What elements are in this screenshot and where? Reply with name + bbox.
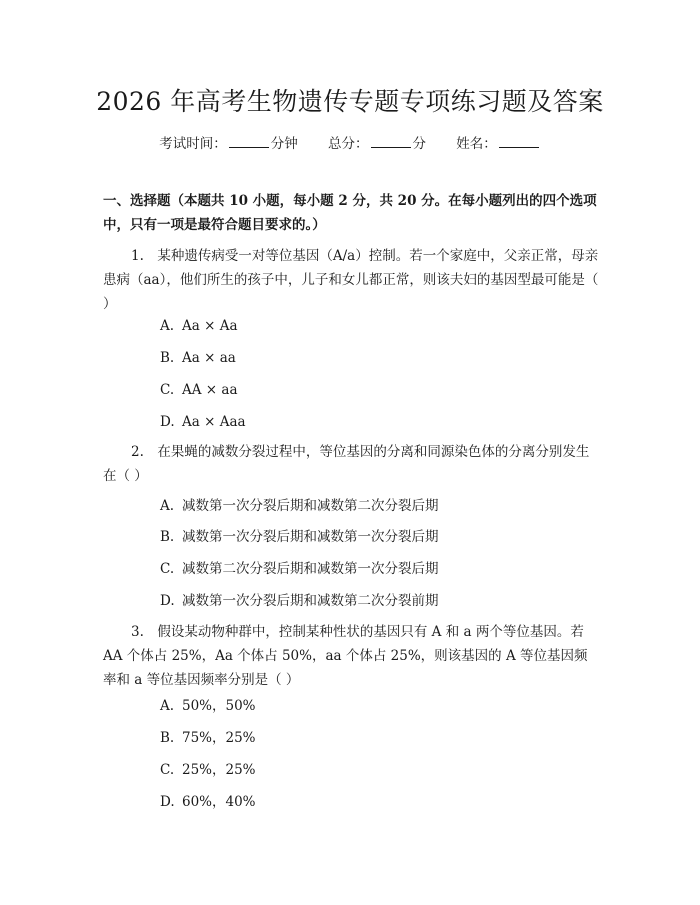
option-letter: D. bbox=[160, 414, 175, 430]
section-header: 一、选择题（本题共 10 小题，每小题 2 分，共 20 分。在每小题列出的四个选项中，只有一项是最符合题目要求的。） bbox=[103, 193, 597, 233]
option-text: Aa × aa bbox=[182, 350, 236, 366]
option-text: 减数第一次分裂后期和减数第二次分裂前期 bbox=[182, 593, 439, 609]
question-2-option-b bbox=[160, 527, 439, 547]
question-2-option-c bbox=[160, 559, 439, 579]
option-letter: B. bbox=[160, 529, 175, 545]
exam-time-field bbox=[159, 136, 302, 152]
total-score-unit: 分 bbox=[412, 136, 426, 152]
option-letter: A. bbox=[160, 318, 175, 334]
total-score-field bbox=[328, 136, 430, 152]
option-text: 60%，40% bbox=[182, 794, 256, 810]
option-text: 减数第一次分裂后期和减数第二次分裂后期 bbox=[182, 498, 439, 514]
question-3-option-b bbox=[160, 728, 256, 748]
option-letter: A. bbox=[160, 698, 175, 714]
option-letter: C. bbox=[160, 762, 175, 778]
option-text: 25%，25% bbox=[182, 762, 256, 778]
option-text: 50%，50% bbox=[182, 698, 256, 714]
option-letter: C. bbox=[160, 561, 175, 577]
option-letter: B. bbox=[160, 730, 175, 746]
exam-time-blank bbox=[229, 134, 269, 148]
option-text: 减数第二次分裂后期和减数第一次分裂后期 bbox=[182, 561, 439, 577]
option-letter: D. bbox=[160, 593, 175, 609]
option-text: AA × aa bbox=[182, 382, 238, 398]
option-letter: A. bbox=[160, 498, 175, 514]
option-text: Aa × Aa bbox=[182, 318, 238, 334]
question-2: 2. 在果蝇的减数分裂过程中，等位基因的分离和同源染色体的分离分别发生在（ ） bbox=[103, 444, 590, 484]
total-score-label: 总分： bbox=[328, 136, 369, 152]
student-name-label: 姓名： bbox=[456, 136, 497, 152]
page-title: 2026 年高考生物遗传专题专项练习题及答案 bbox=[96, 87, 604, 116]
option-text: 75%，25% bbox=[182, 730, 256, 746]
question-1: 1. 某种遗传病受一对等位基因（A/a）控制。若一个家庭中，父亲正常，母亲患病（aa），他们所生的孩子中，儿子和女儿都正常，则该夫妇的基因型最可能是（ ） bbox=[103, 248, 599, 312]
question-3-option-a bbox=[160, 696, 256, 716]
exam-meta bbox=[0, 132, 700, 152]
exam-time-unit: 分钟 bbox=[270, 136, 298, 152]
question-2-option-a bbox=[160, 496, 439, 516]
question-3-option-c bbox=[160, 760, 256, 780]
student-name-blank bbox=[499, 134, 539, 148]
question-3-option-d bbox=[160, 792, 256, 812]
option-letter: D. bbox=[160, 794, 175, 810]
question-1-option-d bbox=[160, 412, 246, 432]
question-1-option-a bbox=[160, 316, 238, 336]
option-text: Aa × Aaa bbox=[182, 414, 246, 430]
exam-time-label: 考试时间： bbox=[159, 136, 227, 152]
option-letter: C. bbox=[160, 382, 175, 398]
total-score-blank bbox=[371, 134, 411, 148]
question-1-option-b bbox=[160, 348, 236, 368]
student-name-field bbox=[456, 136, 541, 152]
option-letter: B. bbox=[160, 350, 175, 366]
question-3: 3. 假设某动物种群中，控制某种性状的基因只有 A 和 a 两个等位基因。若 AA 个体占 25%，Aa 个体占 50%，aa 个体占 25%，则该基因的 A 等位基因频率和 a 等位基因频率分别是（ ） bbox=[103, 624, 588, 688]
option-text: 减数第一次分裂后期和减数第一次分裂后期 bbox=[182, 529, 439, 545]
question-2-option-d bbox=[160, 591, 439, 611]
question-1-option-c bbox=[160, 380, 238, 400]
